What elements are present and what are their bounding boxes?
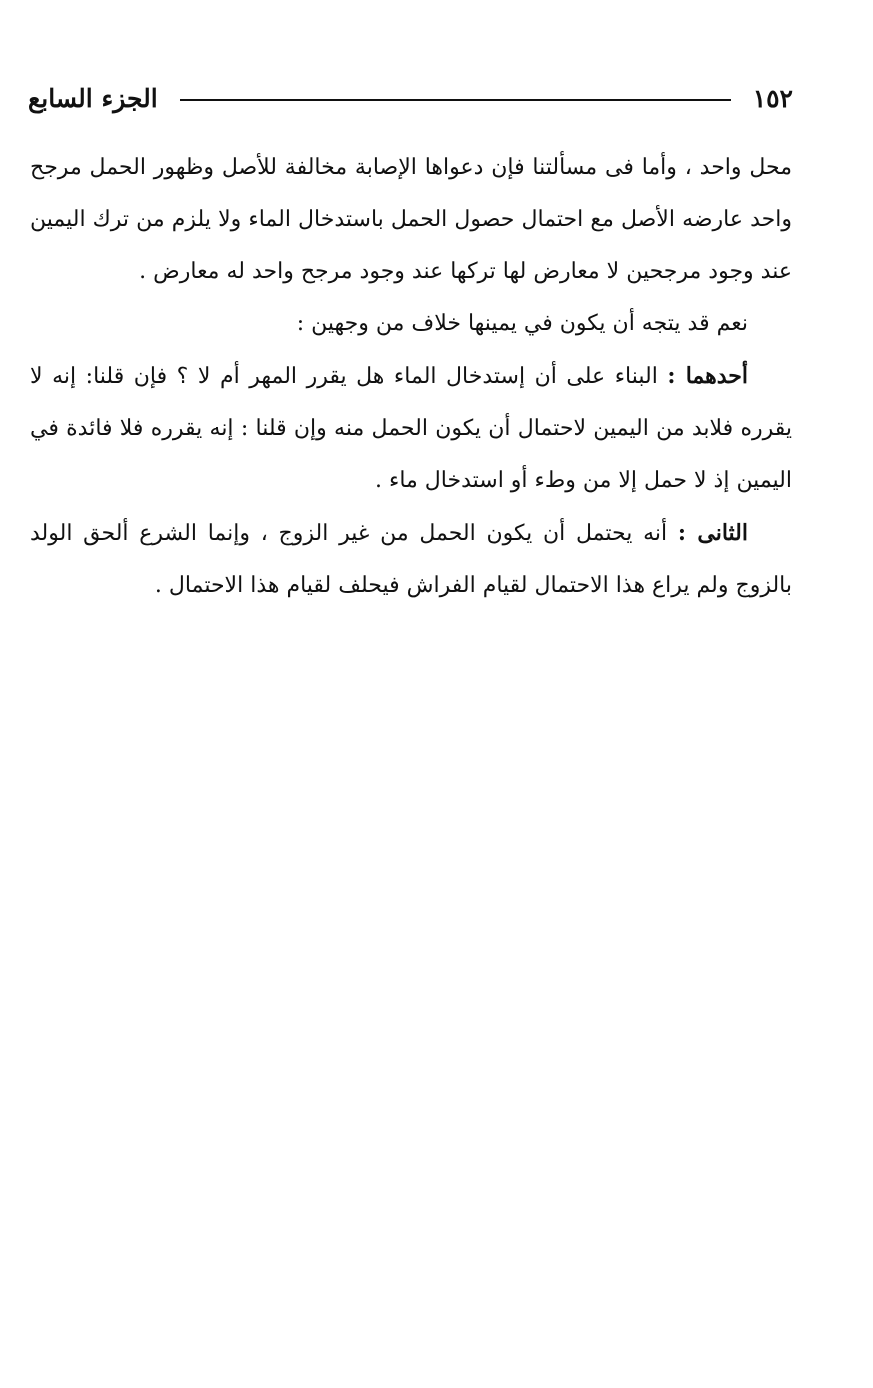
lead-term: الثانى : — [677, 520, 748, 546]
paragraph-first-aspect — [30, 350, 792, 507]
lead-term: أحدهما : — [667, 363, 748, 389]
paragraph-text: محل واحد ، وأما فى مسألتنا فإن دعواها الإصابة مخالفة للأصل وظهور الحمل مرجح واحد عارضه الأصل مع احتمال حصول الحمل باستدخال الماء ولا يلزم من ترك اليمين عند وجود مرجحين لا معارض لها تركها عند وجود مرجح واحد له معارض . — [30, 155, 792, 284]
page-header — [28, 78, 793, 118]
paragraph-text: أنه يحتمل أن يكون الحمل من غير الزوج ، وإنما الشرع ألحق الولد بالزوج ولم يراع هذا الاحتمال لقيام الفراش فيحلف لقيام هذا الاحتمال . — [30, 521, 792, 598]
running-title: الجزء السابع — [28, 83, 158, 113]
paragraph-second-aspect — [30, 507, 792, 612]
paragraph-text: نعم قد يتجه أن يكون في يمينها خلاف من وجهين : — [296, 311, 748, 336]
page-number: ١٥٢ — [752, 83, 793, 113]
header-rule — [180, 99, 731, 101]
paragraph-text: البناء على أن إستدخال الماء هل يقرر المهر أم لا ؟ فإن قلنا: إنه لا يقرره فلابد من اليمين لاحتمال أن يكون الحمل منه وإن قلنا : إنه يقرره فلا فائدة في اليمين إذ لا حمل إلا من وطء أو استدخال ماء . — [30, 364, 792, 493]
body-text — [30, 142, 792, 612]
paragraph-continuation — [30, 142, 792, 298]
paragraph-two-aspects — [30, 298, 792, 350]
